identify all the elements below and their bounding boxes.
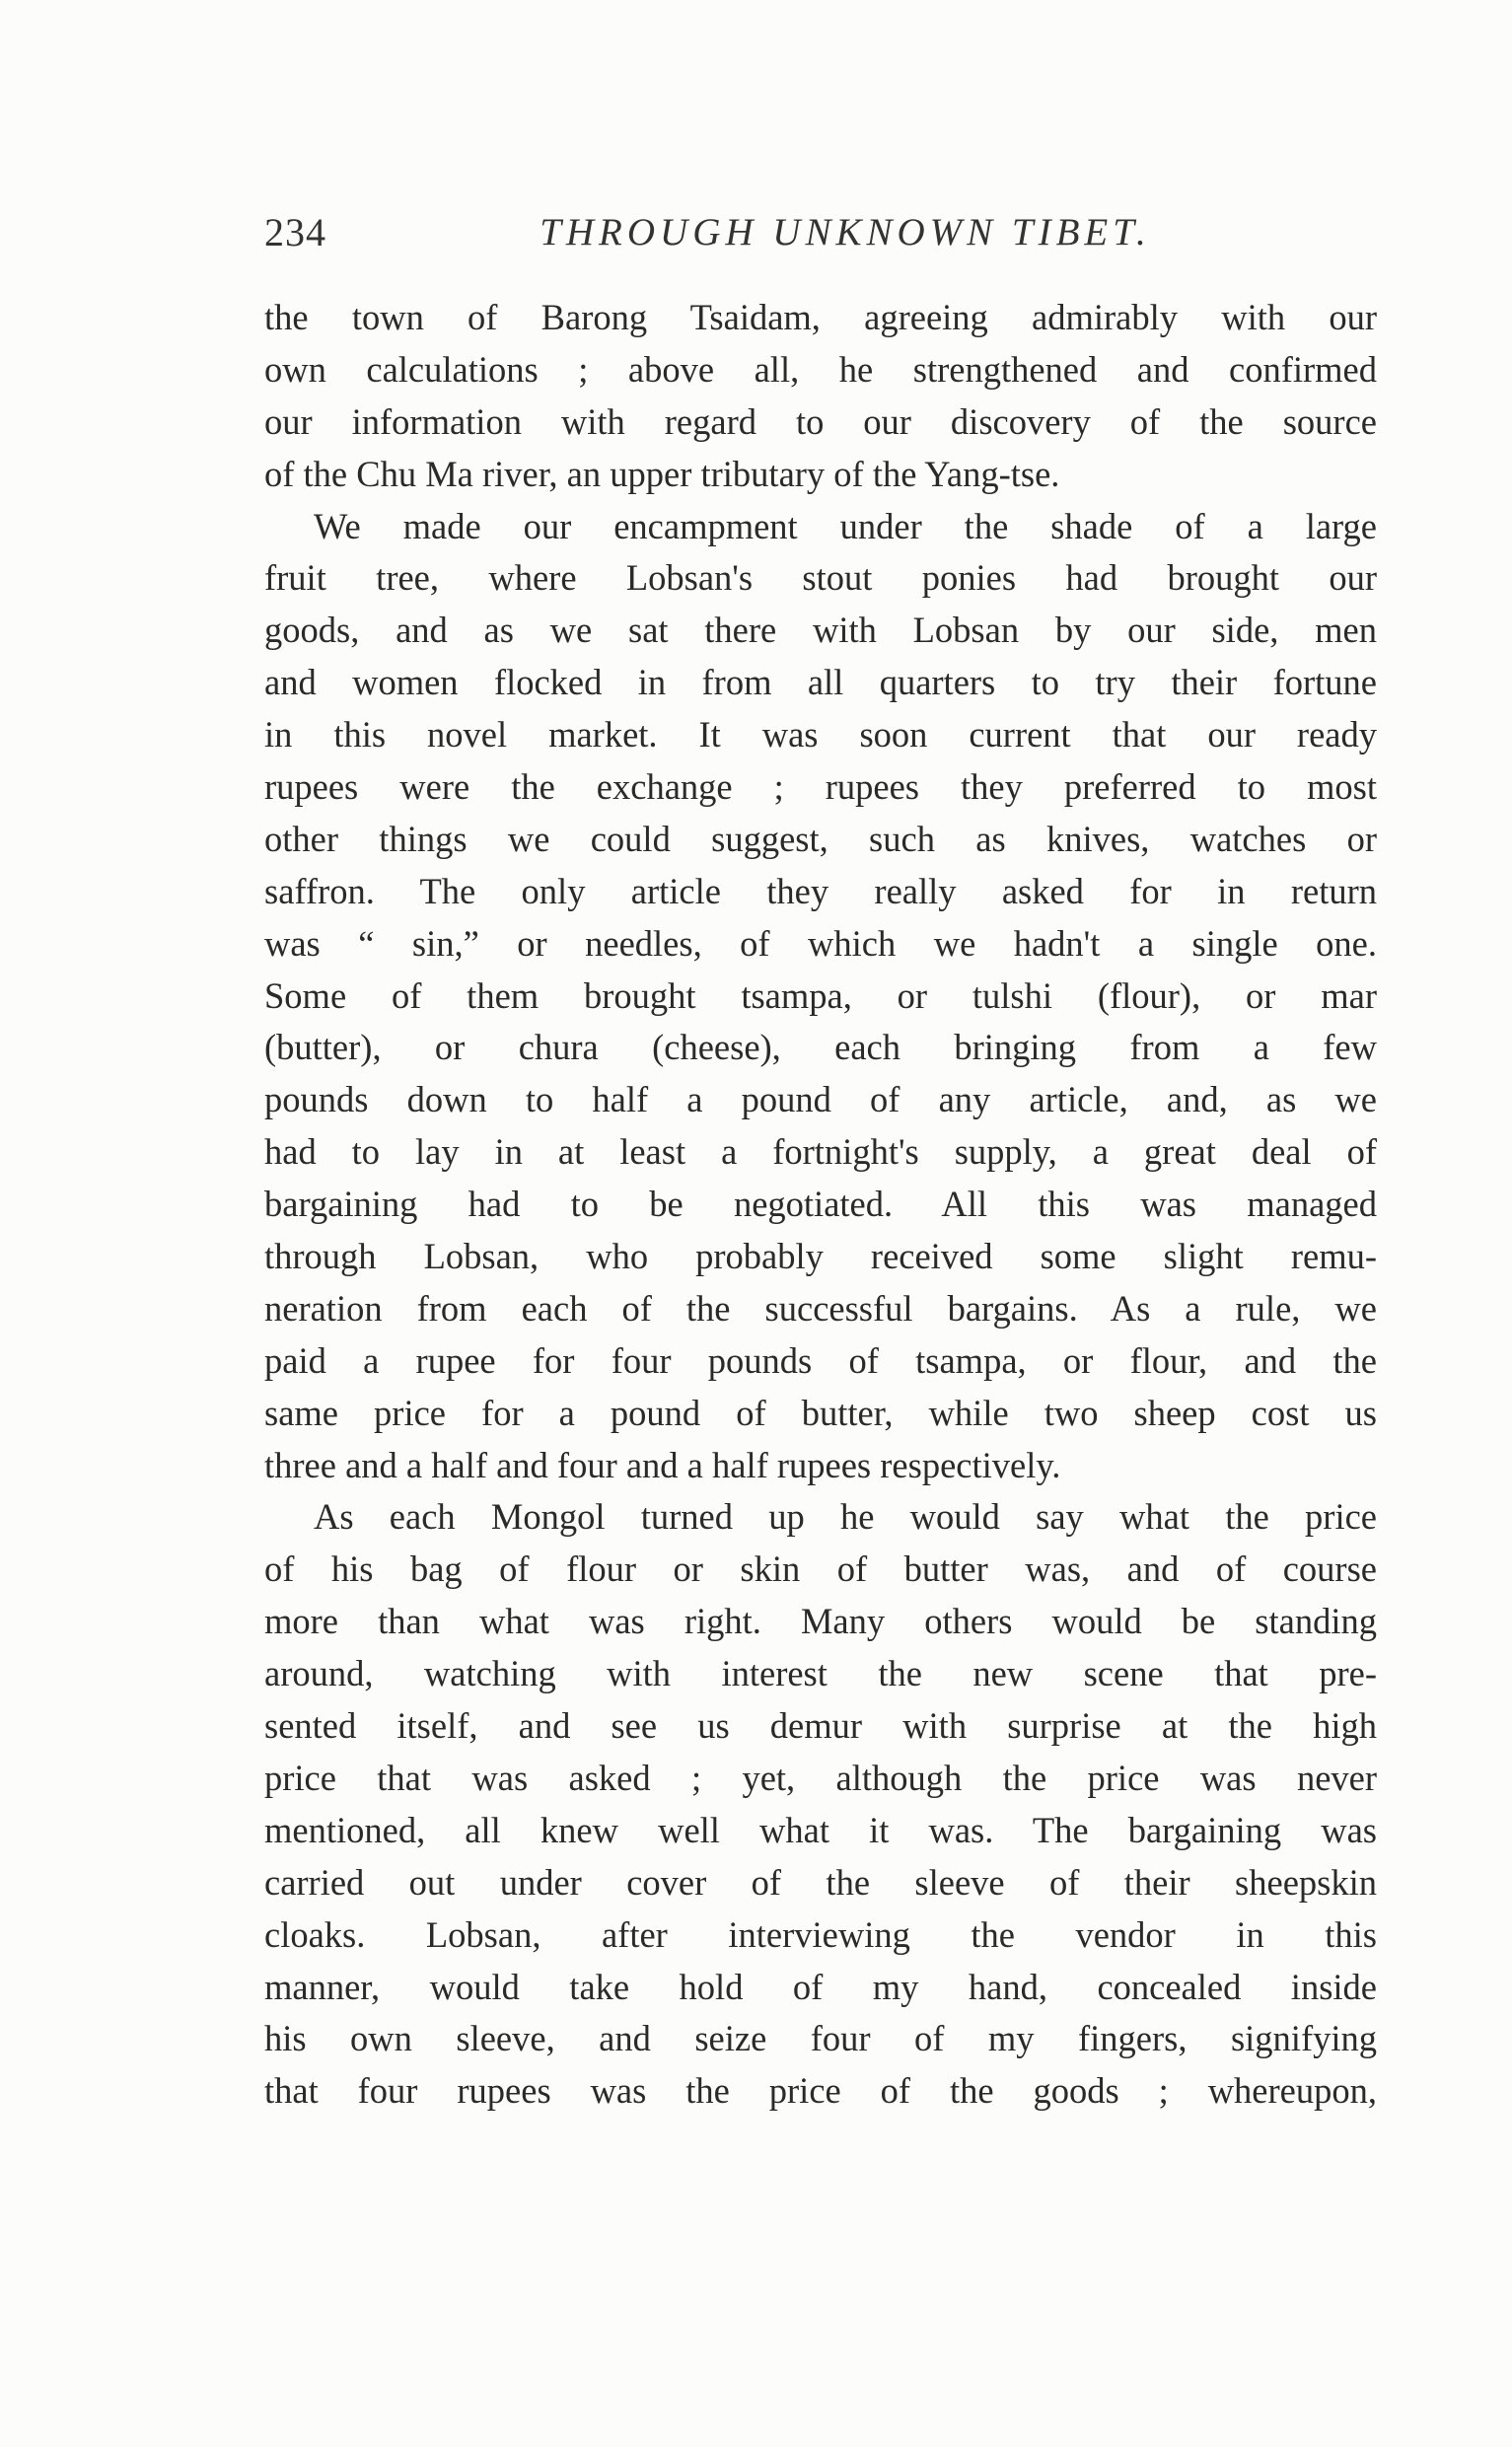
text-line: manner, would take hold of my hand, concealed inside (264, 1966, 1377, 2007)
text-line: of the Chu Ma river, an upper tributary of the Yang-tse. (264, 453, 1060, 494)
text-line: price that was asked ; yet, although the price was never (264, 1757, 1377, 1798)
text-line: cloaks. Lobsan, after interviewing the vendor in this (264, 1913, 1377, 1955)
text-line: carried out under cover of the sleeve of their sheepskin (264, 1861, 1377, 1903)
text-line: We made our encampment under the shade of a large (314, 505, 1377, 546)
text-line: As each Mongol turned up he would say what the price (314, 1496, 1377, 1538)
page-number: 234 (264, 210, 326, 254)
text-line: in this novel market. It was soon current that our ready (264, 714, 1377, 756)
text-line: through Lobsan, who probably received some slight remu- (264, 1236, 1377, 1277)
text-line: goods, and as we sat there with Lobsan by our side, men (264, 610, 1377, 651)
text-line: was “ sin,” or needles, of which we hadn't a single one. (264, 922, 1377, 964)
text-line: his own sleeve, and seize four of my fingers, signifying (264, 2018, 1377, 2059)
text-line: three and a half and four and a half rupees respectively. (264, 1444, 1061, 1485)
text-line: that four rupees was the price of the goods ; whereupon, (264, 2070, 1377, 2112)
text-line: fruit tree, where Lobsan's stout ponies had brought our (264, 557, 1377, 599)
text-line: paid a rupee for four pounds of tsampa, or flour, and the (264, 1339, 1377, 1381)
text-line: neration from each of the successful bargains. As a rule, we (264, 1287, 1377, 1329)
text-line: rupees were the exchange ; rupees they preferred to most (264, 766, 1377, 808)
text-line: (butter), or chura (cheese), each bringing from a few (264, 1027, 1377, 1068)
text-line: bargaining had to be negotiated. All this was managed (264, 1184, 1377, 1225)
text-line: Some of them brought tsampa, or tulshi (flour), or mar (264, 974, 1377, 1016)
text-line: of his bag of flour or skin of butter was, and of course (264, 1548, 1377, 1590)
body-text (264, 292, 1377, 2118)
running-title: THROUGH UNKNOWN TIBET. (540, 211, 1151, 253)
text-line: mentioned, all knew well what it was. The bargaining was (264, 1809, 1377, 1850)
text-line: more than what was right. Many others would be standing (264, 1601, 1377, 1642)
text-line: sented itself, and see us demur with surprise at the high (264, 1705, 1377, 1747)
text-line: saffron. The only article they really asked for in return (264, 870, 1377, 911)
text-line: pounds down to half a pound of any article, and, as we (264, 1079, 1377, 1120)
text-line: same price for a pound of butter, while two sheep cost us (264, 1392, 1377, 1433)
text-line: other things we could suggest, such as knives, watches or (264, 818, 1377, 859)
text-line: had to lay in at least a fortnight's supply, a great deal of (264, 1131, 1377, 1173)
text-line: our information with regard to our discovery of the source (264, 400, 1377, 442)
text-line: own calculations ; above all, he strengthened and confirmed (264, 348, 1377, 390)
text-line: around, watching with interest the new scene that pre- (264, 1653, 1377, 1694)
running-head (264, 205, 1377, 260)
text-line: and women flocked in from all quarters to try their fortune (264, 662, 1377, 703)
text-line: the town of Barong Tsaidam, agreeing admirably with our (264, 297, 1377, 337)
